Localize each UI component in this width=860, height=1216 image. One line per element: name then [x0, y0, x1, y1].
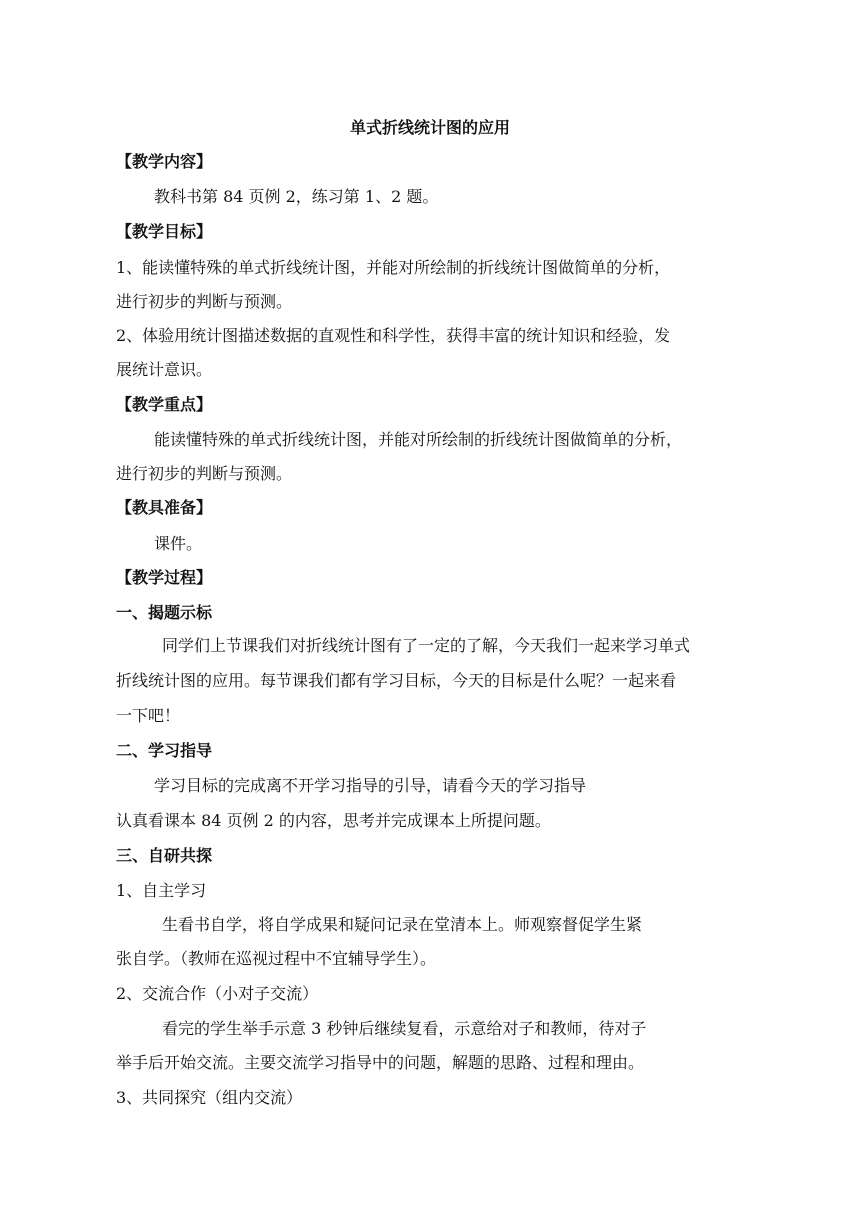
paragraph-line: 一下吧！: [116, 706, 181, 725]
paragraph-line: 1、能读懂特殊的单式折线统计图，并能对所绘制的折线统计图做简单的分析，: [116, 258, 671, 277]
section-heading-process: 【教学过程】: [116, 568, 213, 587]
paragraph-line: 能读懂特殊的单式折线统计图，并能对所绘制的折线统计图做简单的分析，: [154, 430, 683, 449]
paragraph-line: 同学们上节课我们对折线统计图有了一定的了解，今天我们一起来学习单式: [162, 636, 691, 655]
subsection-heading: 三、自研共探: [116, 846, 213, 865]
paragraph-line: 教科书第 84 页例 2，练习第 1、2 题。: [154, 187, 439, 206]
paragraph-line: 课件。: [154, 534, 203, 553]
section-heading-materials: 【教具准备】: [116, 498, 213, 517]
paragraph-line: 展统计意识。: [116, 360, 213, 379]
section-heading-content: 【教学内容】: [116, 152, 213, 171]
paragraph-line: 看完的学生举手示意 3 秒钟后继续复看，示意给对子和教师，待对子: [162, 1019, 647, 1038]
paragraph-line: 2、体验用统计图描述数据的直观性和科学性，获得丰富的统计知识和经验，发: [116, 326, 671, 345]
subsection-heading: 二、学习指导: [116, 741, 213, 760]
document-title: 单式折线统计图的应用: [349, 118, 510, 137]
paragraph-line: 进行初步的判断与预测。: [116, 464, 293, 483]
paragraph-line: 张自学。（教师在巡视过程中不宜辅导学生）。: [116, 949, 437, 968]
paragraph-line: 生看书自学，将自学成果和疑问记录在堂清本上。师观察督促学生紧: [162, 915, 643, 934]
section-heading-key-points: 【教学重点】: [116, 395, 213, 414]
paragraph-line: 认真看课本 84 页例 2 的内容，思考并完成课本上所提问题。: [116, 811, 551, 830]
paragraph-line: 1、自主学习: [116, 881, 207, 900]
paragraph-line: 进行初步的判断与预测。: [116, 292, 293, 311]
paragraph-line: 举手后开始交流。主要交流学习指导中的问题，解题的思路、过程和理由。: [116, 1053, 645, 1072]
paragraph-line: 学习目标的完成离不开学习指导的引导，请看今天的学习指导: [154, 776, 587, 795]
paragraph-line: 3、共同探究（组内交流）: [116, 1088, 303, 1107]
subsection-heading: 一、揭题示标: [116, 603, 213, 622]
paragraph-line: 2、交流合作（小对子交流）: [116, 984, 319, 1003]
section-heading-goals: 【教学目标】: [116, 222, 213, 241]
paragraph-line: 折线统计图的应用。每节课我们都有学习目标，今天的目标是什么呢？一起来看: [116, 671, 677, 690]
